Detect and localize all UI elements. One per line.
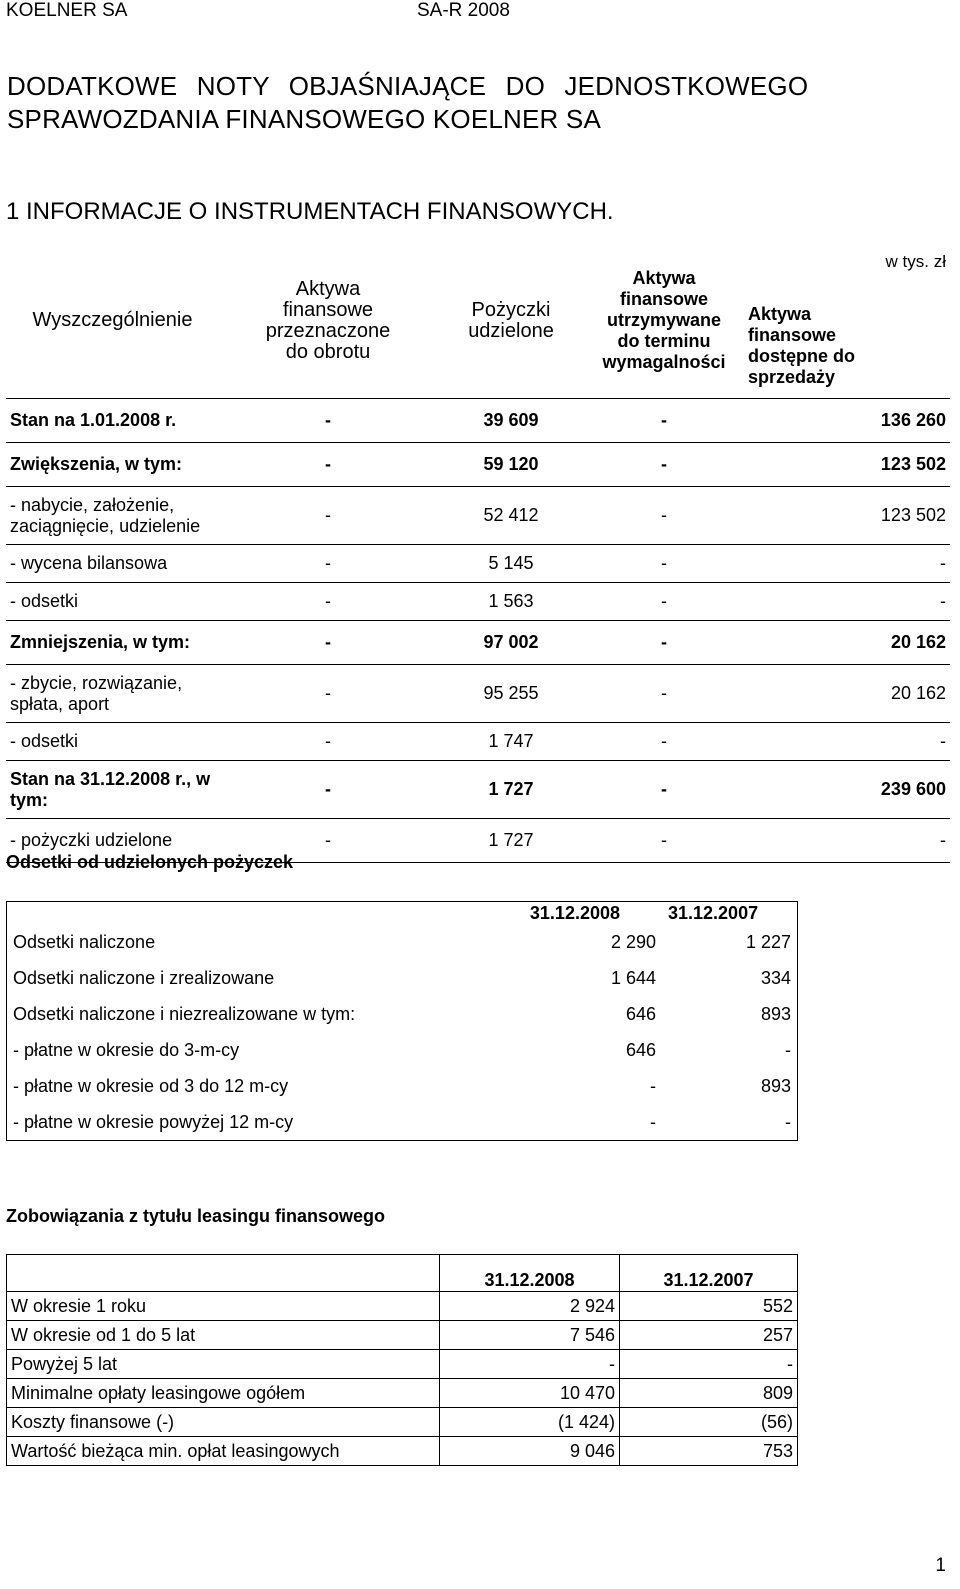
row-label: - nabycie, założenie, zaciągnięcie, udzielenie	[6, 487, 219, 545]
value-cell: 1 644	[610, 967, 656, 988]
value-cell: 646	[625, 1039, 656, 1060]
value-cell: 552	[620, 1292, 798, 1321]
value-cell: -	[219, 761, 437, 819]
value-cell: -	[219, 723, 437, 761]
value-cell: -	[585, 819, 743, 863]
value-cell: 52 412	[437, 487, 585, 545]
value-cell: -	[585, 761, 743, 819]
column-header: 31.12.2007	[668, 902, 759, 923]
value-cell: 136 260	[743, 399, 950, 443]
value-cell: 123 502	[743, 443, 950, 487]
value-cell: 646	[625, 1003, 656, 1024]
table-row	[7, 1379, 798, 1408]
value-cell: -	[585, 487, 743, 545]
value-cell: 97 002	[437, 621, 585, 665]
value-cell: -	[219, 819, 437, 863]
row-label: Odsetki naliczone i zrealizowane	[13, 967, 275, 988]
value-cell: 239 600	[743, 761, 950, 819]
row-label: Wartość bieżąca min. opłat leasingowych	[7, 1437, 440, 1466]
title-line-1: DODATKOWE NOTY OBJAŚNIAJĄCE DO JEDNOSTKOWEGO	[7, 71, 809, 101]
unit-label: w tys. zł	[885, 252, 946, 271]
value-cell: 10 470	[440, 1379, 620, 1408]
table-header-row	[6, 243, 950, 399]
table-row	[6, 665, 950, 723]
value-cell: -	[219, 621, 437, 665]
value-cell: -	[585, 399, 743, 443]
value-cell: -	[620, 1350, 798, 1379]
column-header: 31.12.2008	[440, 1255, 620, 1292]
value-cell: -	[585, 545, 743, 583]
value-cell: (56)	[620, 1408, 798, 1437]
value-cell: 5 145	[437, 545, 585, 583]
table-row	[6, 723, 950, 761]
header-cell: Wyszczególnienie	[32, 309, 193, 331]
table-row	[6, 545, 950, 583]
value-cell: 59 120	[437, 443, 585, 487]
header-cell: Pożyczki udzielone	[468, 298, 554, 342]
value-cell: (1 424)	[440, 1408, 620, 1437]
row-label: Minimalne opłaty leasingowe ogółem	[7, 1379, 440, 1408]
table-row	[7, 960, 798, 996]
value-cell: 39 609	[437, 399, 585, 443]
value-cell: 809	[620, 1379, 798, 1408]
value-cell: 7 546	[440, 1321, 620, 1350]
page-title	[7, 70, 808, 136]
table-row	[6, 399, 950, 443]
value-cell: -	[743, 723, 950, 761]
value-cell: -	[743, 545, 950, 583]
value-cell: 1 727	[437, 819, 585, 863]
row-label: - płatne w okresie do 3-m-cy	[13, 1039, 240, 1060]
table-row	[7, 1292, 798, 1321]
row-label: Odsetki naliczone	[13, 931, 156, 952]
company-name: KOELNER SA	[6, 0, 128, 21]
value-cell: 20 162	[743, 665, 950, 723]
row-label: - płatne w okresie od 3 do 12 m-cy	[13, 1075, 289, 1096]
table-row	[7, 1321, 798, 1350]
value-cell: 1 563	[437, 583, 585, 621]
value-cell: 893	[760, 1003, 791, 1024]
value-cell: -	[650, 1075, 656, 1096]
value-cell: -	[440, 1350, 620, 1379]
header-cell: Aktywa finansowe dostępne do sprzedaży	[748, 304, 855, 387]
leasing-heading: Zobowiązania z tytułu leasingu finansowego	[6, 1206, 386, 1226]
row-label: - zbycie, rozwiązanie, spłata, aport	[6, 665, 219, 723]
value-cell: -	[219, 583, 437, 621]
value-cell: -	[219, 545, 437, 583]
table-row	[7, 1104, 798, 1141]
page-number: 1	[935, 1555, 946, 1576]
value-cell: -	[650, 1111, 656, 1132]
financial-instruments-table	[6, 243, 950, 863]
value-cell: 2 290	[610, 931, 656, 952]
value-cell: -	[585, 443, 743, 487]
value-cell: 1 727	[437, 761, 585, 819]
row-label: Koszty finansowe (-)	[7, 1408, 440, 1437]
title-line-2: SPRAWOZDANIA FINANSOWEGO KOELNER SA	[7, 104, 602, 134]
row-label: - odsetki	[6, 723, 219, 761]
value-cell: -	[585, 583, 743, 621]
table-row	[7, 924, 798, 960]
row-label: - wycena bilansowa	[6, 545, 219, 583]
value-cell: -	[585, 723, 743, 761]
row-label: - odsetki	[6, 583, 219, 621]
value-cell: -	[785, 1039, 791, 1060]
value-cell: 1 227	[745, 931, 791, 952]
value-cell: -	[743, 583, 950, 621]
value-cell: 123 502	[743, 487, 950, 545]
table-row	[6, 761, 950, 819]
table-row	[7, 1350, 798, 1379]
row-label: Zmniejszenia, w tym:	[6, 621, 219, 665]
odsetki-heading: Odsetki od udzielonych pożyczek	[6, 852, 294, 872]
value-cell: 9 046	[440, 1437, 620, 1466]
value-cell: -	[219, 665, 437, 723]
value-cell: 20 162	[743, 621, 950, 665]
row-label: - płatne w okresie powyżej 12 m-cy	[13, 1111, 294, 1132]
report-code: SA-R 2008	[417, 0, 510, 21]
value-cell: -	[585, 621, 743, 665]
table-header-row	[7, 902, 798, 925]
table-row	[7, 1408, 798, 1437]
value-cell: -	[219, 399, 437, 443]
value-cell: 334	[760, 967, 791, 988]
row-label: Odsetki naliczone i niezrealizowane w tym:	[13, 1003, 356, 1024]
value-cell: -	[585, 665, 743, 723]
value-cell: 753	[620, 1437, 798, 1466]
leasing-table	[6, 1254, 798, 1466]
section-heading: 1 INFORMACJE O INSTRUMENTACH FINANSOWYCH.	[6, 198, 614, 225]
column-header: 31.12.2007	[620, 1255, 798, 1292]
value-cell: -	[219, 443, 437, 487]
row-label: W okresie od 1 do 5 lat	[7, 1321, 440, 1350]
value-cell: -	[785, 1111, 791, 1132]
table-header-row	[7, 1255, 798, 1292]
table-row	[7, 1032, 798, 1068]
table-row	[6, 443, 950, 487]
row-label: Powyżej 5 lat	[7, 1350, 440, 1379]
interest-table	[6, 901, 798, 1141]
row-label: Stan na 1.01.2008 r.	[6, 399, 219, 443]
value-cell: -	[219, 487, 437, 545]
header-cell: Aktywa finansowe utrzymywane do terminu wymagalności	[602, 268, 726, 372]
row-label: Zwiększenia, w tym:	[6, 443, 219, 487]
table-row	[6, 583, 950, 621]
table-row	[6, 487, 950, 545]
table-row	[7, 1437, 798, 1466]
table-row	[6, 621, 950, 665]
row-label: W okresie 1 roku	[7, 1292, 440, 1321]
value-cell: 2 924	[440, 1292, 620, 1321]
value-cell: -	[743, 819, 950, 863]
table-row	[7, 1068, 798, 1104]
column-header: 31.12.2008	[529, 902, 620, 923]
table-row	[7, 996, 798, 1032]
row-label: Stan na 31.12.2008 r., w tym:	[6, 761, 219, 819]
value-cell: 1 747	[437, 723, 585, 761]
value-cell: 893	[760, 1075, 791, 1096]
value-cell: 257	[620, 1321, 798, 1350]
value-cell: 95 255	[437, 665, 585, 723]
row-label: - pożyczki udzielone	[6, 819, 219, 863]
header-cell: Aktywa finansowe przeznaczone do obrotu	[265, 277, 391, 363]
